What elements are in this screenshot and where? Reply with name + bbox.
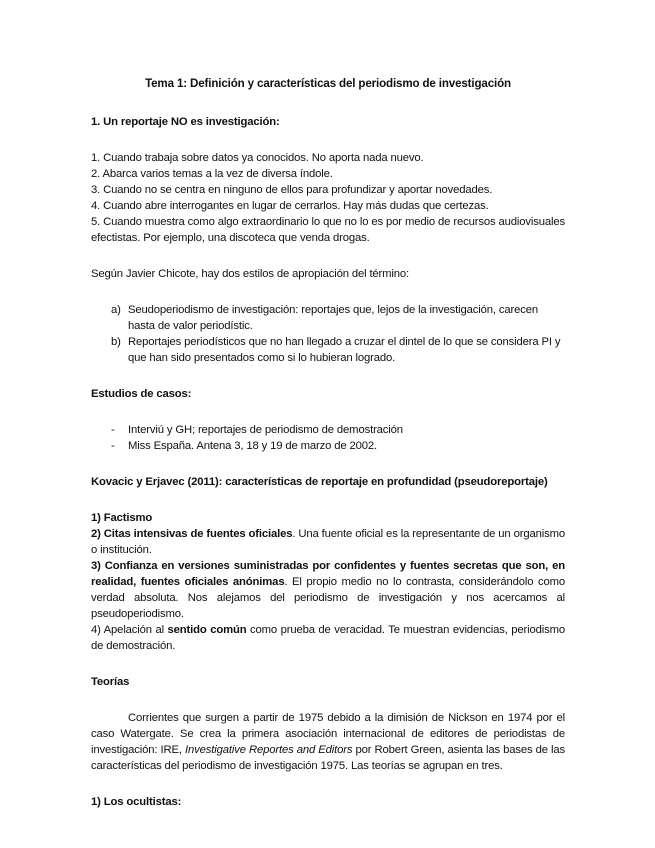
list-marker: - bbox=[111, 440, 115, 452]
list-item bbox=[91, 422, 565, 438]
chicote-styles-list bbox=[91, 302, 565, 366]
document-body bbox=[91, 76, 565, 810]
chicote-intro: Según Javier Chicote, hay dos estilos de apropiación del término: bbox=[91, 268, 410, 280]
kovacic-point-4 bbox=[91, 622, 565, 654]
teorias-paragraph-b: por Robert Green, asienta las bases de las características del periodismo de investigación 1975. Las teorías se agrupan en tres. bbox=[91, 744, 565, 772]
kovacic-point-2-bold: 2) Citas intensivas de fuentes oficiales bbox=[91, 528, 293, 540]
kovacic-point-3 bbox=[91, 558, 565, 622]
list-item: 1. Cuando trabaja sobre datos ya conocidos. No aporta nada nuevo. bbox=[91, 152, 424, 164]
kovacic-point-2-text: . Una fuente oficial es la representante de un organismo o institución. bbox=[91, 528, 565, 556]
list-item: 2. Abarca varios temas a la vez de diversa índole. bbox=[91, 168, 333, 180]
section-heading-reportaje: 1. Un reportaje NO es investigación: bbox=[91, 116, 280, 128]
kovacic-point-3-text: . El propio medio no lo contrasta, considerándolo como verdad absoluta. Nos alejamos del periodismo de investigación y nos acercamos al pseudoperiodismo. bbox=[91, 576, 565, 620]
list-item-text: Interviú y GH; reportajes de periodismo de demostración bbox=[128, 424, 403, 436]
kovacic-heading: Kovacic y Erjavec (2011): características de reportaje en profundidad (pseudoreportaje) bbox=[91, 476, 548, 488]
teorias-paragraph-a: Corrientes que surgen a partir de 1975 debido a la dimisión de Nickson en 1974 por el caso Watergate. Se crea la primera asociación internacional de editores de periodistas de investigación: IRE, bbox=[91, 712, 565, 756]
list-item: 5. Cuando muestra como algo extraordinario lo que no lo es por medio de recursos audiovisuales efectistas. Por ejemplo, una discoteca que venda drogas. bbox=[91, 216, 565, 244]
list-item-text: Miss España. Antena 3, 18 y 19 de marzo de 2002. bbox=[128, 440, 378, 452]
list-item bbox=[91, 438, 565, 454]
kovacic-point-4-bold: sentido común bbox=[167, 624, 247, 636]
cases-list bbox=[91, 422, 565, 454]
kovacic-point-4-lead: 4) Apelación al bbox=[91, 624, 168, 636]
reportaje-criteria-list bbox=[91, 150, 565, 246]
list-item bbox=[91, 302, 565, 334]
list-item: 4. Cuando abre interrogantes en lugar de cerrarlos. Hay más dudas que certezas. bbox=[91, 200, 489, 212]
kovacic-point-1: 1) Factismo bbox=[91, 512, 153, 524]
cases-heading: Estudios de casos: bbox=[91, 388, 192, 400]
list-item: 3. Cuando no se centra en ninguno de ellos para profundizar y aportar novedades. bbox=[91, 184, 493, 196]
kovacic-point-2 bbox=[91, 526, 565, 558]
kovacic-point-3-bold: 3) Confianza en versiones suministradas por confidentes y fuentes secretas que son, en realidad, fuentes oficiales anónimas bbox=[91, 560, 565, 588]
list-item bbox=[91, 334, 565, 366]
teorias-paragraph bbox=[91, 710, 565, 774]
list-marker: - bbox=[111, 424, 115, 436]
list-item-text: Reportajes periodísticos que no han llegado a cruzar el dintel de lo que se considera PI y que han sido presentados como si lo hubieran logrado. bbox=[128, 336, 561, 364]
list-marker: a) bbox=[111, 304, 121, 316]
list-marker: b) bbox=[111, 336, 121, 348]
kovacic-point-4-text: como prueba de veracidad. Te muestran evidencias, periodismo de demostración. bbox=[91, 624, 565, 652]
teorias-paragraph-italic: Investigative Reportes and Editors bbox=[185, 744, 353, 756]
teorias-heading: Teorías bbox=[91, 676, 130, 688]
document-title: Tema 1: Definición y características del periodismo de investigación bbox=[145, 77, 511, 90]
ocultistas-heading: 1) Los ocultistas: bbox=[91, 796, 182, 808]
list-item-text: Seudoperiodismo de investigación: reportajes que, lejos de la investigación, carecen hasta de valor periodístic. bbox=[128, 304, 539, 332]
